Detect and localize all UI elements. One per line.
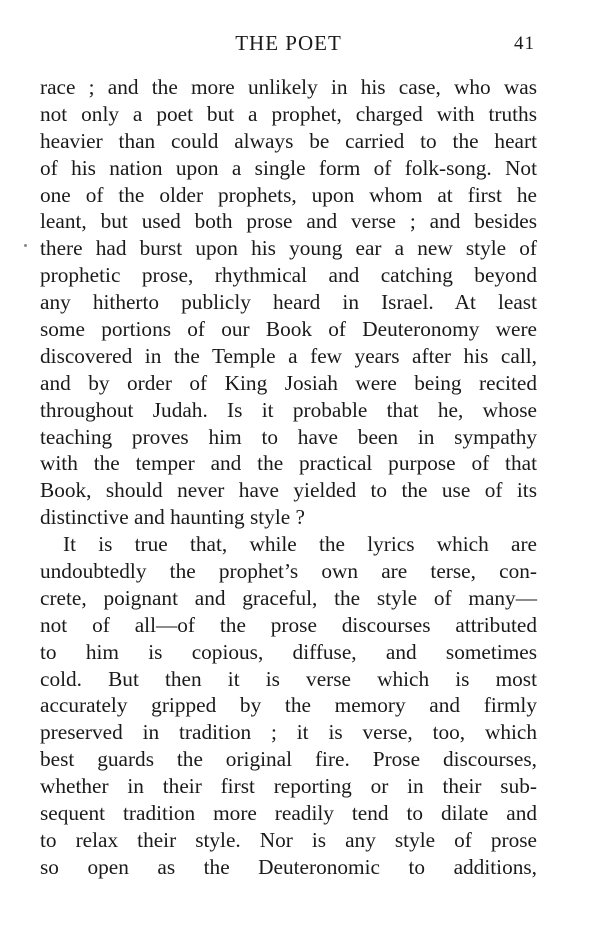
running-head	[40, 30, 537, 56]
text-line: whether in their first reporting or in their sub-	[40, 774, 537, 799]
text-line: accurately gripped by the memory and firmly	[40, 693, 537, 718]
text-line: distinctive and haunting style ?	[40, 505, 305, 530]
body-text	[40, 74, 537, 881]
text-line: not only a poet but a prophet, charged with truths	[40, 101, 537, 126]
text-line: prophetic prose, rhythmical and catching beyond	[40, 263, 537, 288]
text-line: discovered in the Temple a few years after his call,	[40, 343, 537, 368]
text-line: not of all—of the prose discourses attributed	[40, 612, 537, 637]
text-line: and by order of King Josiah were being recited	[40, 370, 537, 395]
text-line: Book, should never have yielded to the use of its	[40, 478, 537, 503]
text-line: some portions of our Book of Deuteronomy were	[40, 317, 537, 342]
text-line: to relax their style. Nor is any style of prose	[40, 827, 537, 852]
running-title: THE POET	[235, 31, 342, 55]
margin-speck	[24, 244, 27, 247]
text-line: race ; and the more unlikely in his case, who was	[40, 75, 537, 99]
text-line: cold. But then it is verse which is most	[40, 666, 537, 691]
text-line: teaching proves him to have been in sympathy	[40, 424, 537, 449]
text-line: of his nation upon a single form of folk-song. Not	[40, 155, 537, 180]
text-line: one of the older prophets, upon whom at first he	[40, 182, 537, 207]
text-line: to him is copious, diffuse, and sometimes	[40, 639, 537, 664]
text-line: throughout Judah. Is it probable that he, whose	[40, 397, 537, 422]
text-line: undoubtedly the prophet’s own are terse, con-	[40, 559, 537, 584]
text-line: It is true that, while the lyrics which are	[63, 532, 537, 557]
text-line: any hitherto publicly heard in Israel. At least	[40, 290, 537, 315]
text-line: with the temper and the practical purpose of that	[40, 451, 537, 476]
text-line: heavier than could always be carried to the heart	[40, 128, 537, 153]
text-line: best guards the original fire. Prose discourses,	[40, 747, 537, 772]
page-number: 41	[514, 33, 535, 54]
text-line: crete, poignant and graceful, the style of many—	[40, 585, 537, 610]
text-line: leant, but used both prose and verse ; and besides	[40, 209, 537, 234]
text-line: there had burst upon his young ear a new style of	[40, 236, 537, 261]
paragraph-2	[40, 531, 537, 881]
text-line: sequent tradition more readily tend to dilate and	[40, 801, 537, 826]
text-line: preserved in tradition ; it is verse, too, which	[40, 720, 537, 745]
paragraph-1	[40, 74, 537, 531]
text-line: so open as the Deuteronomic to additions,	[40, 854, 537, 879]
